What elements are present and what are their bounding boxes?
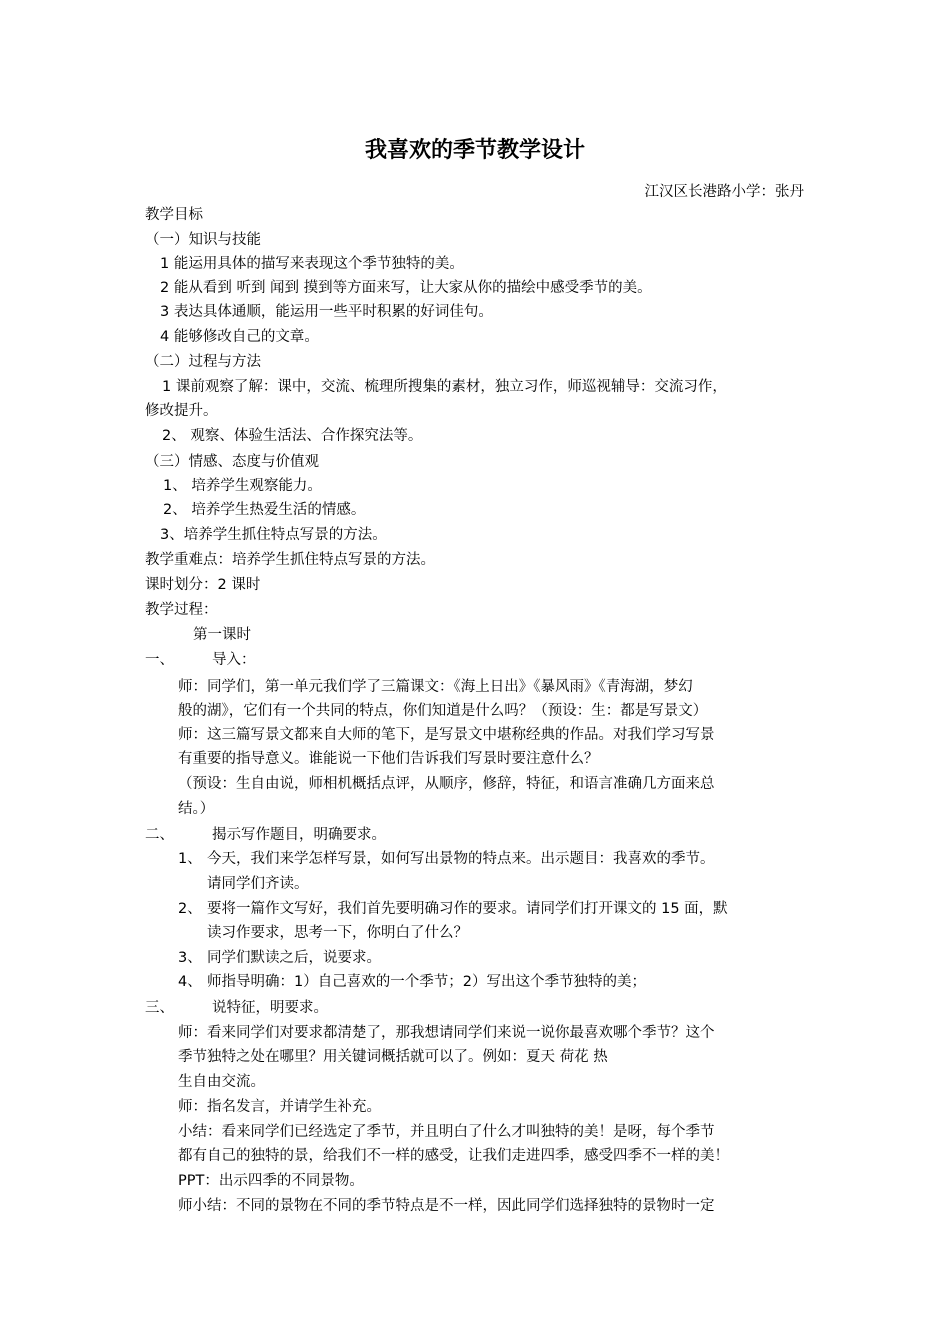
step-text: 师指导明确：1）自己喜欢的一个季节；2）写出这个季节独特的美； (207, 974, 646, 990)
key-point-line: 教学重难点：培养学生抓住特点写景的方法。 (145, 552, 435, 568)
paragraph-line: 生自由交流。 (178, 1074, 265, 1090)
step-number: 3、 (178, 950, 202, 966)
part-number: 二、 (145, 827, 174, 843)
paragraph-line: 师：看来同学们对要求都清楚了，那我想请同学们来说一说你最喜欢哪个季节？这个 (178, 1025, 715, 1041)
paragraph-line: 结。） (178, 801, 215, 817)
section-1-heading: （一）知识与技能 (145, 232, 261, 248)
paragraph-line: PPT：出示四季的不同景物。 (178, 1173, 364, 1189)
objective-item: 3 表达具体通顺，能运用一些平时积累的好词佳句。 (160, 304, 493, 320)
objective-item: 4 能够修改自己的文章。 (160, 329, 319, 345)
paragraph-line: 有重要的指导意义。谁能说一下他们告诉我们写景时要注意什么？ (178, 751, 599, 767)
objectives-heading: 教学目标 (145, 207, 203, 223)
objective-item: 1 能运用具体的描写来表现这个季节独特的美。 (160, 256, 464, 272)
section-2-heading: （二）过程与方法 (145, 354, 261, 370)
paragraph-line: 般的湖》，它们有一个共同的特点，你们知道是什么吗？（预设：生：都是写景文） (178, 703, 708, 719)
emotion-item: 2、 培养学生热爱生活的情感。 (163, 502, 366, 518)
document-title: 我喜欢的季节教学设计 (364, 138, 585, 163)
step-number: 4、 (178, 974, 202, 990)
step-text-continued: 请同学们齐读。 (207, 876, 309, 892)
hours-line: 课时划分：2 课时 (145, 577, 261, 593)
step-text-continued: 读习作要求，思考一下，你明白了什么？ (207, 925, 468, 941)
process-item: 1 课前观察了解：课中，交流、梳理所搜集的素材，独立习作，师巡视辅导：交流习作， (162, 379, 727, 395)
process-heading: 教学过程： (145, 602, 218, 618)
step-text: 同学们默读之后，说要求。 (207, 950, 381, 966)
part-heading: 导入： (212, 652, 256, 668)
part-heading: 说特征，明要求。 (212, 1000, 328, 1016)
objective-item: 2 能从看到 听到 闻到 摸到等方面来写，让大家从你的描绘中感受季节的美。 (160, 280, 652, 296)
paragraph-line: 师小结：不同的景物在不同的季节特点是不一样，因此同学们选择独特的景物时一定 (178, 1198, 715, 1214)
process-item: 2、 观察、体验生活法、合作探究法等。 (162, 428, 423, 444)
paragraph-line: 师：同学们，第一单元我们学了三篇课文：《海上日出》《暴风雨》《青海湖，梦幻 (178, 679, 693, 695)
emotion-item: 3、培养学生抓住特点写景的方法。 (160, 527, 387, 543)
section-3-heading: （三）情感、态度与价值观 (145, 454, 319, 470)
part-heading: 揭示写作题目，明确要求。 (212, 827, 386, 843)
lesson-heading: 第一课时 (193, 627, 251, 643)
step-text: 今天，我们来学怎样写景，如何写出景物的特点来。出示题目：我喜欢的季节。 (207, 851, 715, 867)
emotion-item: 1、 培养学生观察能力。 (163, 478, 322, 494)
author-line: 江汉区长港路小学：张丹 (644, 184, 804, 200)
process-item-continued: 修改提升。 (145, 403, 218, 419)
paragraph-line: 小结：看来同学们已经选定了季节，并且明白了什么才叫独特的美！是呀，每个季节 (178, 1124, 715, 1140)
step-number: 1、 (178, 851, 202, 867)
paragraph-line: 师：指名发言，并请学生补充。 (178, 1099, 381, 1115)
paragraph-line: （预设：生自由说，师相机概括点评，从顺序，修辞，特征，和语言准确几方面来总 (178, 776, 715, 792)
part-number: 一、 (145, 652, 174, 668)
paragraph-line: 季节独特之处在哪里？用关键词概括就可以了。例如：夏天 荷花 热 (178, 1049, 608, 1065)
step-number: 2、 (178, 901, 202, 917)
step-text: 要将一篇作文写好，我们首先要明确习作的要求。请同学们打开课文的 15 面，默 (207, 901, 728, 917)
paragraph-line: 都有自己的独特的景，给我们不一样的感受，让我们走进四季，感受四季不一样的美！ (178, 1148, 729, 1164)
paragraph-line: 师：这三篇写景文都来自大师的笔下，是写景文中堪称经典的作品。对我们学习写景 (178, 727, 715, 743)
part-number: 三、 (145, 1000, 174, 1016)
